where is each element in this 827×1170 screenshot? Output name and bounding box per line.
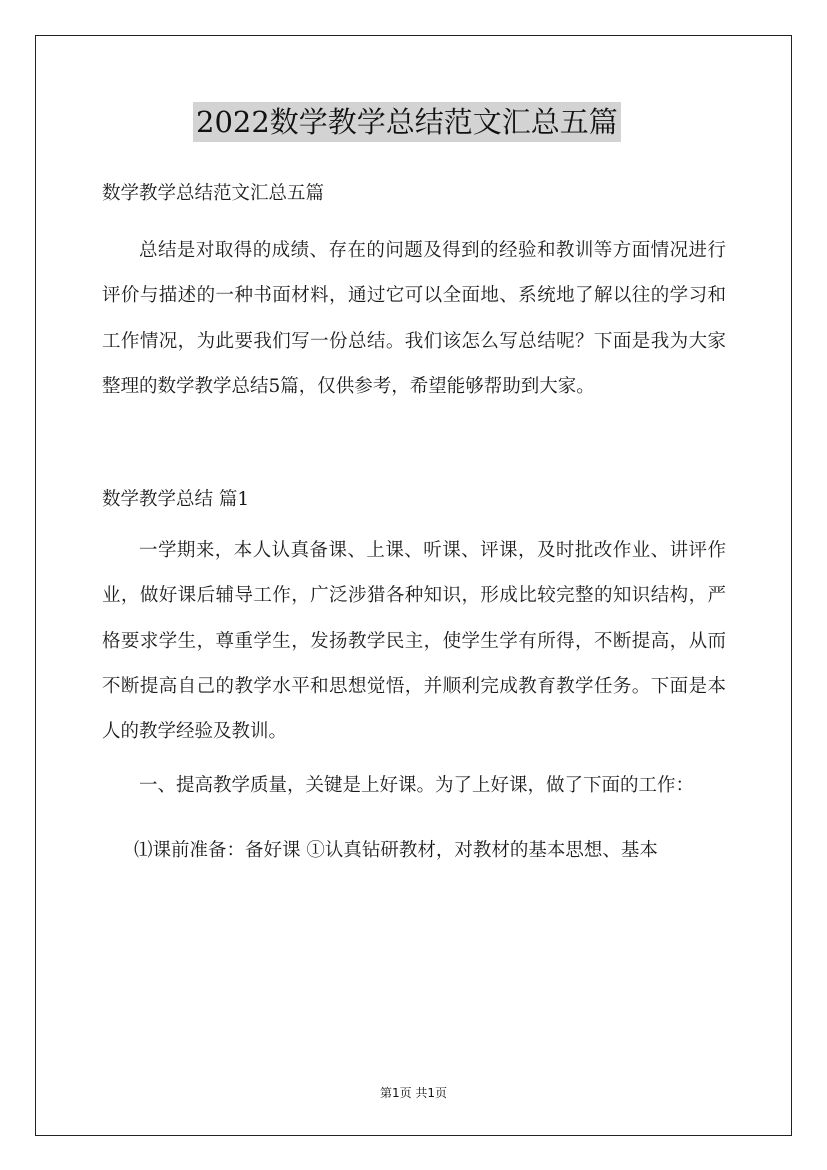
document-subtitle: 数学教学总结范文汇总五篇 — [102, 183, 325, 204]
section-1-list-item-1: ⑴课前准备：备好课 ①认真钻研教材，对教材的基本思想、基本 — [134, 839, 658, 861]
page-footer: 第1页 共1页 — [379, 1086, 448, 1100]
document-body — [102, 175, 726, 873]
section-1-paragraph-2: 一、提高教学质量，关键是上好课。为了上好课，做了下面的工作： — [139, 774, 695, 796]
document-title: 2022数学教学总结范文汇总五篇 — [193, 102, 621, 142]
section-1-paragraph-1: 一学期来，本人认真备课、上课、听课、评课，及时批改作业、讲评作业，做好课后辅导工作，广泛涉猎各种知识，形成比较完整的知识结构，严格要求学生，尊重学生，发扬教学民主，使学生学有所得，不断提高，从而不断提高自己的教学水平和思想觉悟，并顺利完成教育教学任务。下面是本人的教学经验及教训。 — [102, 540, 726, 743]
intro-paragraph: 总结是对取得的成绩、存在的问题及得到的经验和教训等方面情况进行评价与描述的一种书面材料，通过它可以全面地、系统地了解以往的学习和工作情况，为此要我们写一份总结。我们该怎么写总结呢？下面是我为大家整理的数学教学总结5篇，仅供参考，希望能够帮助到大家。 — [102, 240, 726, 397]
section-heading-1: 数学教学总结 篇1 — [102, 489, 250, 511]
